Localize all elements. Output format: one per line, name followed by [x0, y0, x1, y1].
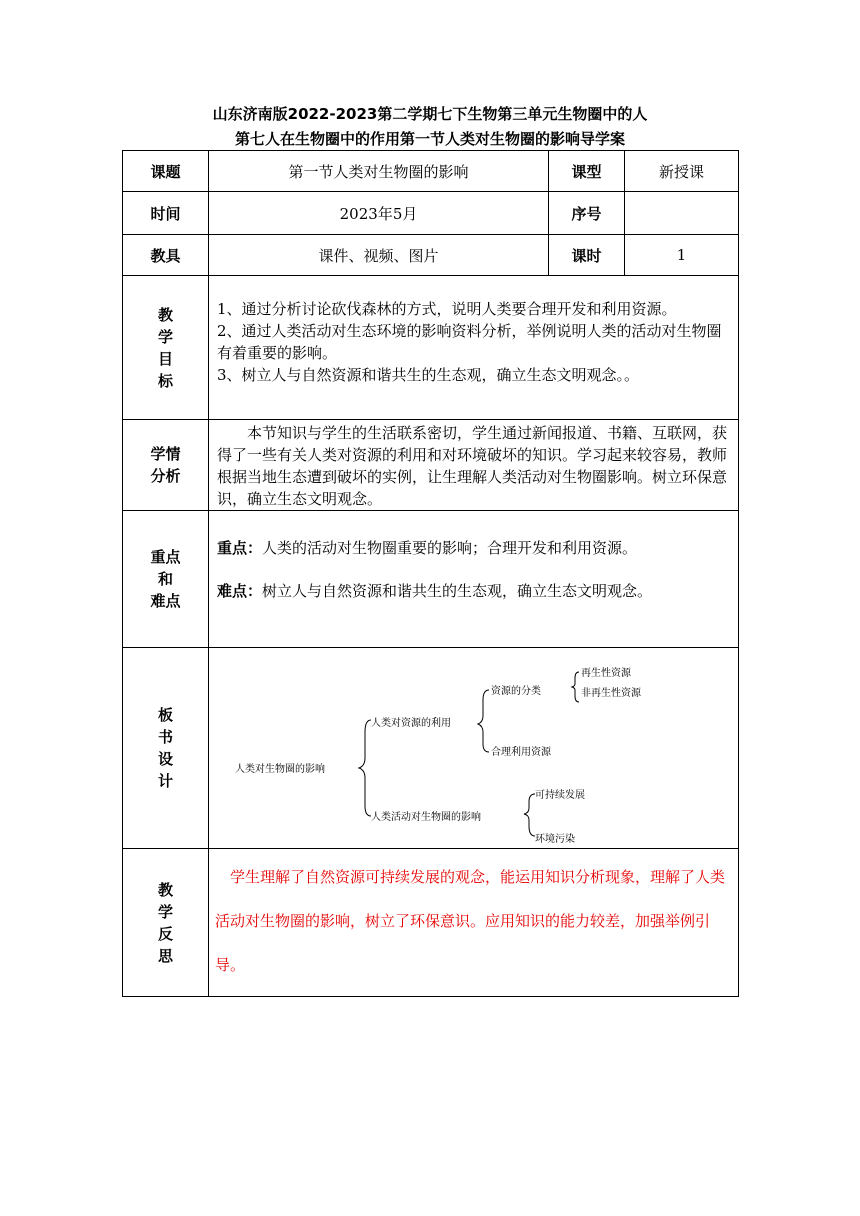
class-hours-value: 1 — [625, 235, 739, 276]
analysis-content: 本节知识与学生的生活联系密切，学生通过新闻报道、书籍、互联网，获得了一些有关人类对资源的利用和对环境破坏的知识。学习起来较容易，教师根据当地生态遭到破坏的实例，让生理解人类活动对生物圈影响。树立环保意识，确立生态文明观念。 — [209, 420, 739, 511]
board-root: 人类对生物圈的影响 — [235, 764, 325, 775]
table-row — [123, 849, 739, 997]
board-nonrenewable: 非再生性资源 — [581, 688, 641, 699]
board-design-content — [209, 648, 739, 849]
goals-label: 教 学 目 标 — [123, 276, 209, 420]
board-branch2: 人类活动对生物圈的影响 — [371, 812, 481, 823]
board-renewable: 再生性资源 — [581, 668, 631, 679]
board-branch1: 人类对资源的利用 — [371, 718, 451, 729]
goal-item: 1、通过分析讨论砍伐森林的方式，说明人类要合理开发和利用资源。 — [217, 300, 677, 318]
keypoints-content — [209, 511, 739, 648]
time-label: 时间 — [123, 192, 209, 235]
teaching-aids-label: 教具 — [123, 235, 209, 276]
topic-label: 课题 — [123, 151, 209, 192]
board-design-label: 板 书 设 计 — [123, 648, 209, 849]
document-title-line2: 第七人在生物圈中的作用第一节人类对生物圈的影响导学案 — [234, 130, 625, 148]
document-title-line1: 山东济南版2022-2023第二学期七下生物第三单元生物圈中的人 — [212, 105, 648, 123]
goal-item: 3、树立人与自然资源和谐共生的生态观，确立生态文明观念。。 — [217, 366, 640, 384]
class-hours-label: 课时 — [549, 235, 625, 276]
goal-item: 2、通过人类活动对生态环境的影响资料分析，举例说明人类的活动对生物圈有着重要的影响。 — [217, 322, 722, 362]
board-branch1-sub2: 合理利用资源 — [491, 747, 551, 758]
table-row — [123, 648, 739, 849]
lesson-plan-table — [122, 150, 739, 997]
reflection-content: 学生理解了自然资源可持续发展的观念，能运用知识分析现象，理解了人类活动对生物圈的影响，树立了环保意识。应用知识的能力较差，加强举例引导。 — [209, 849, 739, 997]
teaching-aids-value: 课件、视频、图片 — [209, 235, 549, 276]
table-row — [123, 276, 739, 420]
keypoints-label: 重点 和 难点 — [123, 511, 209, 648]
analysis-label: 学情 分析 — [123, 420, 209, 511]
sequence-value — [625, 192, 739, 235]
time-value: 2023年5月 — [209, 192, 549, 235]
board-sustainable: 可持续发展 — [535, 790, 585, 801]
table-row — [123, 151, 739, 192]
reflection-label: 教 学 反 思 — [123, 849, 209, 997]
table-row — [123, 235, 739, 276]
sequence-label: 序号 — [549, 192, 625, 235]
board-branch1-sub1: 资源的分类 — [491, 686, 541, 697]
table-row — [123, 511, 739, 648]
topic-value: 第一节人类对生物圈的影响 — [209, 151, 549, 192]
table-row — [123, 192, 739, 235]
board-diagram — [209, 648, 738, 848]
lesson-type-value: 新授课 — [625, 151, 739, 192]
lesson-type-label: 课型 — [549, 151, 625, 192]
table-row — [123, 420, 739, 511]
goals-content — [209, 276, 739, 420]
key-point: 重点：人类的活动对生物圈重要的影响；合理开发和利用资源。 — [217, 539, 638, 557]
board-pollution: 环境污染 — [535, 834, 575, 845]
difficult-point: 难点：树立人与自然资源和谐共生的生态观，确立生态文明观念。 — [217, 582, 653, 600]
